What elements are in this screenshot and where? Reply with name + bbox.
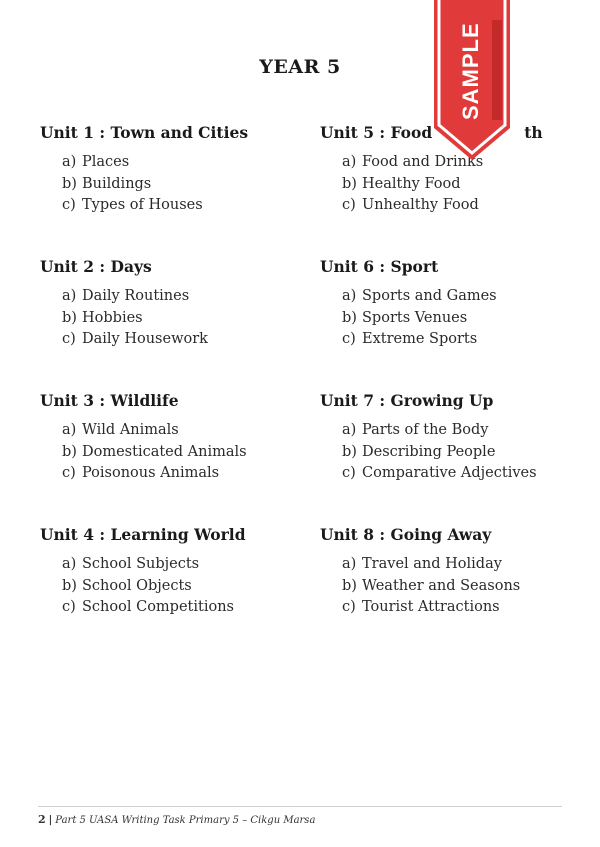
watermark-text: SAMPLE	[458, 22, 483, 120]
topic-label: Comparative Adjectives	[362, 465, 537, 481]
unit-1	[40, 123, 300, 217]
topic-label: Sports and Games	[362, 288, 497, 304]
topic-label: Hobbies	[82, 309, 143, 326]
topic-list	[40, 152, 300, 217]
unit-title: Unit 5 : Food	[320, 123, 433, 142]
list-marker: c)	[342, 331, 356, 347]
topic-list	[40, 286, 300, 351]
footer-divider	[38, 806, 562, 807]
topic-label: Wild Animals	[82, 422, 179, 438]
topic-label: Food and Drinks	[362, 154, 484, 170]
page-title: YEAR 5	[259, 56, 341, 78]
topic-label: Types of Houses	[82, 197, 203, 213]
unit-7	[320, 391, 580, 485]
list-item	[342, 576, 580, 598]
topic-label: Poisonous Animals	[82, 465, 220, 481]
list-marker: a)	[62, 288, 77, 304]
list-marker: a)	[342, 154, 357, 170]
list-marker: b)	[342, 443, 357, 460]
topic-list	[320, 554, 580, 619]
list-marker: c)	[342, 599, 356, 615]
list-item	[342, 420, 580, 442]
topic-label: School Competitions	[82, 599, 234, 615]
list-item	[62, 420, 300, 442]
list-item	[342, 308, 580, 330]
list-marker: a)	[342, 422, 357, 438]
unit-title: Unit 7 : Growing Up	[320, 391, 494, 410]
topic-label: Places	[82, 154, 130, 170]
list-item	[62, 597, 300, 619]
topic-list	[40, 554, 300, 619]
topic-label: Travel and Holiday	[362, 556, 502, 572]
unit-2	[40, 257, 300, 351]
topic-label: Weather and Seasons	[362, 577, 521, 594]
list-item	[62, 152, 300, 174]
topic-label: Parts of the Body	[362, 422, 489, 438]
list-item	[342, 286, 580, 308]
list-item	[62, 174, 300, 196]
list-marker: a)	[62, 422, 77, 438]
list-item	[62, 308, 300, 330]
unit-title: Unit 1 : Town and Cities	[40, 123, 249, 142]
topic-label: Describing People	[362, 443, 496, 460]
topic-label: School Subjects	[82, 556, 200, 572]
list-item	[62, 286, 300, 308]
topic-label: Daily Housework	[82, 331, 208, 347]
topic-list	[320, 420, 580, 485]
unit-title: Unit 8 : Going Away	[320, 525, 492, 544]
sample-watermark	[434, 0, 510, 160]
topic-label: Tourist Attractions	[362, 599, 500, 615]
list-marker: b)	[62, 577, 77, 594]
topic-label: School Objects	[82, 577, 192, 594]
topic-list	[320, 152, 580, 217]
unit-8	[320, 525, 580, 619]
topic-label: Extreme Sports	[362, 331, 478, 347]
sample-ribbon-icon	[434, 0, 510, 160]
topic-label: Daily Routines	[82, 288, 190, 304]
topic-label: Buildings	[82, 175, 152, 192]
list-marker: c)	[342, 465, 356, 481]
list-item	[62, 554, 300, 576]
list-item	[342, 195, 580, 217]
unit-title: Unit 3 : Wildlife	[40, 391, 179, 410]
topic-label: Sports Venues	[362, 309, 468, 326]
unit-3	[40, 391, 300, 485]
list-item	[62, 195, 300, 217]
list-marker: b)	[62, 309, 77, 326]
list-item	[62, 442, 300, 464]
list-marker: c)	[62, 197, 76, 213]
page-number: 2	[38, 813, 46, 826]
list-marker: c)	[62, 465, 76, 481]
unit-title-tail: th	[524, 123, 543, 142]
list-item	[62, 329, 300, 351]
list-marker: a)	[342, 556, 357, 572]
topic-label: Domesticated Animals	[82, 443, 247, 460]
ribbon-tab	[492, 20, 502, 120]
list-item	[342, 329, 580, 351]
unit-4	[40, 525, 300, 619]
list-marker: a)	[342, 288, 357, 304]
unit-title: Unit 2 : Days	[40, 257, 152, 276]
list-item	[62, 576, 300, 598]
list-item	[62, 463, 300, 485]
unit-title: Unit 6 : Sport	[320, 257, 439, 276]
list-marker: c)	[62, 331, 76, 347]
list-marker: b)	[62, 175, 77, 192]
list-marker: b)	[342, 309, 357, 326]
unit-title: Unit 4 : Learning World	[40, 525, 246, 544]
topic-label: Healthy Food	[362, 175, 461, 192]
list-marker: a)	[62, 556, 77, 572]
list-marker: a)	[62, 154, 77, 170]
list-marker: c)	[62, 599, 76, 615]
list-item	[342, 442, 580, 464]
list-item	[342, 597, 580, 619]
footer-text: Part 5 UASA Writing Task Primary 5 – Cikgu Marsa	[55, 815, 316, 826]
list-marker: c)	[342, 197, 356, 213]
list-item	[342, 554, 580, 576]
list-marker: b)	[62, 443, 77, 460]
topic-label: Unhealthy Food	[362, 197, 479, 213]
topic-list	[40, 420, 300, 485]
list-item	[342, 463, 580, 485]
footer-separator: |	[48, 815, 53, 826]
page-footer	[38, 813, 315, 826]
unit-6	[320, 257, 580, 351]
list-item	[342, 174, 580, 196]
list-marker: b)	[342, 577, 357, 594]
list-marker: b)	[342, 175, 357, 192]
topic-list	[320, 286, 580, 351]
